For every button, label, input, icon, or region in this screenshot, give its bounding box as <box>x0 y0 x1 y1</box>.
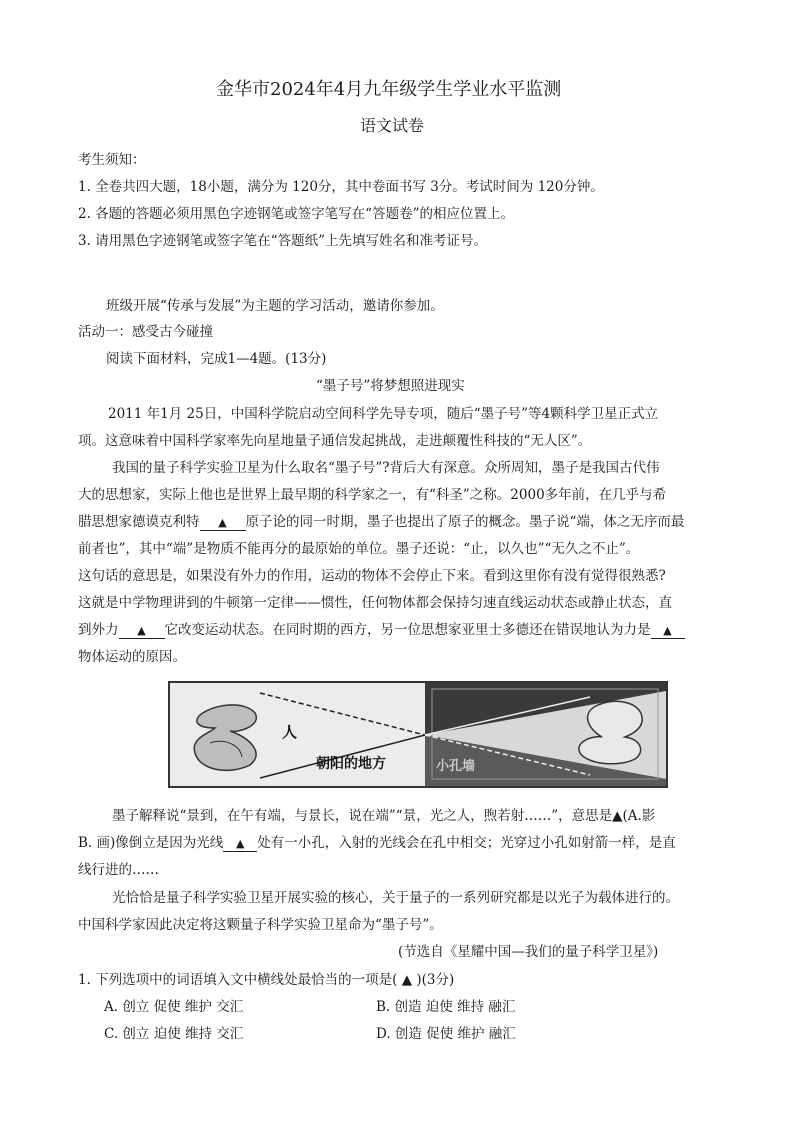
notice-item: 1. 全卷共四大题，18小题，满分为 120分，其中卷面书写 3分。考试时间为 120分钟。 <box>78 179 604 195</box>
answer-blank: ▲ <box>119 624 165 639</box>
passage-line: 线行进的…… <box>78 862 159 878</box>
exam-subtitle: 语文试卷 <box>360 116 425 135</box>
passage-line: 2011 年1月 25日，中国科学院启动空间科学先导专项，随后“墨子号”等4颗科学卫星正式立 <box>108 406 659 422</box>
option-c[interactable]: C. 创立 迫使 维持 交汇 <box>104 1026 244 1042</box>
intro-text: 班级开展“传承与发展”为主题的学习活动，邀请你参加。 <box>106 298 444 314</box>
exam-title: 金华市2024年4月九年级学生学业水平监测 <box>216 79 562 100</box>
notice-item: 3. 请用黑色字迹钢笔或签字笔在“答题纸”上先填写姓名和准考证号。 <box>78 233 487 249</box>
passage-text: 它改变运动状态。在同时期的西方，另一位思想家亚里士多德还在错误地认为力是 <box>164 622 651 638</box>
answer-blank: ▲ <box>223 837 257 852</box>
option-d[interactable]: D. 创造 促使 维护 融汇 <box>376 1026 516 1042</box>
passage-line: 物体运动的原因。 <box>78 649 186 665</box>
pinhole-figure <box>168 681 668 788</box>
figure-label-wall: 小孔墙 <box>436 759 476 774</box>
passage-line: 大的思想家，实际上他也是世界上最早期的科学家之一，有“科圣”之称。2000多年前，在几乎与希 <box>78 487 667 503</box>
reading-instruction: 阅读下面材料，完成1—4题。(13分) <box>106 351 327 367</box>
passage-line: 我国的量子科学实验卫星为什么取名“墨子号”?背后大有深意。众所周知，墨子是我国古代伟 <box>112 460 660 476</box>
passage-title: “墨子号”将梦想照进现实 <box>316 378 465 394</box>
passage-text: 到外力 <box>78 622 119 638</box>
notice-item: 2. 各题的答题必须用黑色字迹钢笔或签字笔写在“答题卷”的相应位置上。 <box>78 206 514 222</box>
passage-line <box>78 833 676 853</box>
passage-text: 原子论的同一时期，墨子也提出了原子的概念。墨子说“端，体之无序而最 <box>245 514 685 530</box>
answer-blank: ▲ <box>651 624 685 639</box>
passage-line: 项。这意味着中国科学家率先向星地量子通信发起挑战，走进颠覆性科技的“无人区”。 <box>78 433 592 449</box>
notice-heading: 考生须知： <box>78 152 146 168</box>
pinhole-diagram <box>170 683 666 786</box>
passage-text: 腊思想家德谟克利特 <box>78 514 200 530</box>
question-stem: 1. 下列选项中的词语填入文中横线处最恰当的一项是( ▲ )(3分) <box>78 972 455 988</box>
passage-line: 墨子解释说“景到，在午有端，与景长，说在端”“景，光之人，煦若射……”，意思是▲(A.影 <box>112 808 656 824</box>
passage-text: B. 画)像倒立是因为光线 <box>78 835 224 851</box>
passage-line <box>78 512 684 532</box>
passage-text: 处有一小孔，入射的光线会在孔中相交；光穿过小孔如射箭一样，是直 <box>257 835 676 851</box>
passage-line: 这就是中学物理讲到的牛顿第一定律——惯性，任何物体都会保持匀速直线运动状态或静止状态，直 <box>78 595 672 611</box>
activity-heading: 活动一：感受古今碰撞 <box>78 324 213 340</box>
option-b[interactable]: B. 创造 迫使 维持 融汇 <box>376 999 516 1015</box>
passage-line <box>78 620 685 640</box>
figure-label-caption: 朝阳的地方 <box>316 756 386 772</box>
passage-line: 光恰恰是量子科学实验卫星开展实验的核心，关于量子的一系列研究都是以光子为载体进行的。 <box>112 890 679 906</box>
figure-label-person: 人 <box>282 723 298 741</box>
option-a[interactable]: A. 创立 促使 维护 交汇 <box>104 999 244 1015</box>
answer-blank: ▲ <box>200 516 246 531</box>
passage-source: (节选自《星耀中国—我们的量子科学卫星》) <box>398 944 659 960</box>
passage-line: 这句话的意思是，如果没有外力的作用，运动的物体不会停止下来。看到这里你有没有觉得很熟悉? <box>78 568 666 584</box>
passage-line: 中国科学家因此决定将这颗量子科学实验卫星命为“墨子号”。 <box>78 917 443 933</box>
passage-line: 前者也”，其中“端”是物质不能再分的最原始的单位。墨子还说：“止，以久也”“无久之不止”。 <box>78 541 640 557</box>
